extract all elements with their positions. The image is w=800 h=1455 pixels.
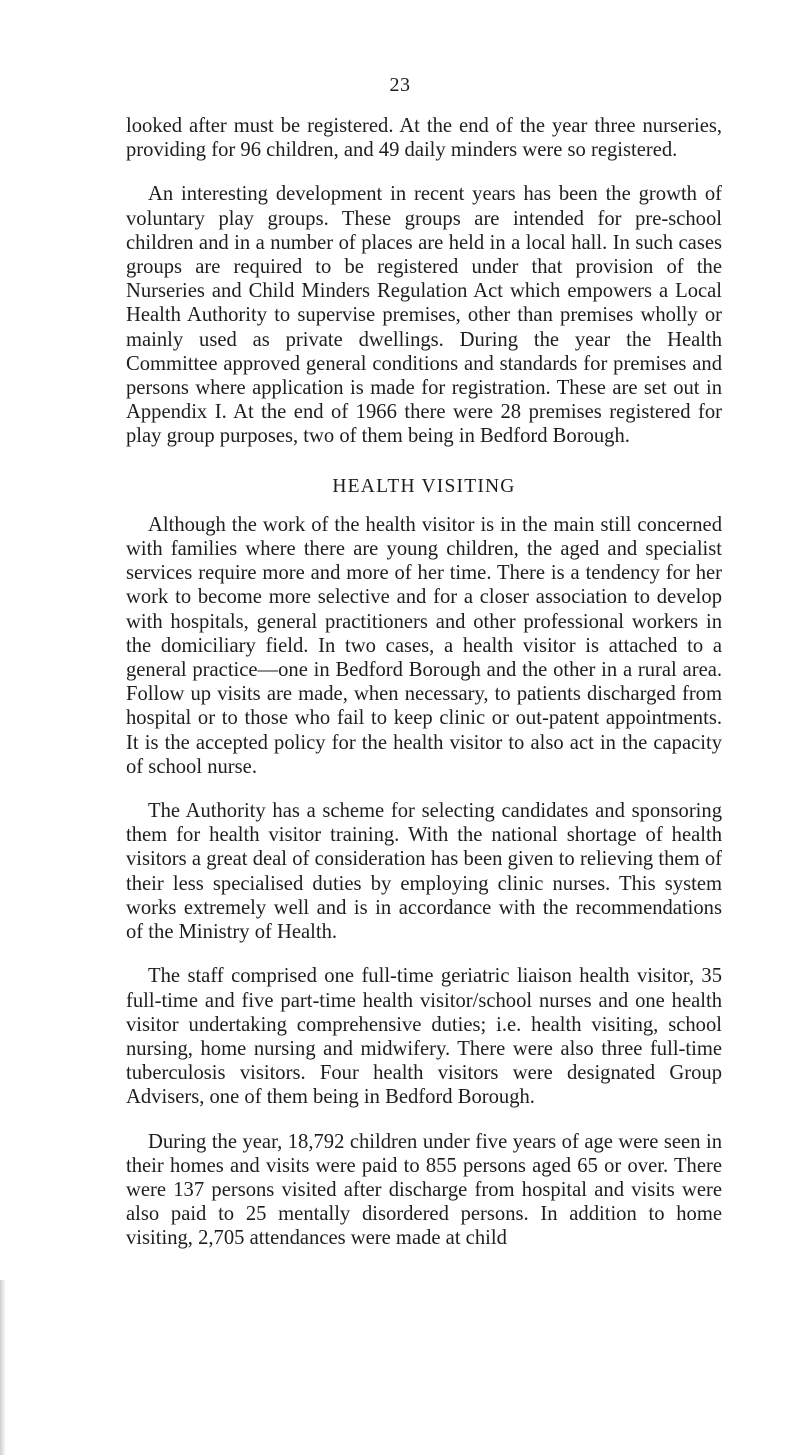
paragraph-continuation: looked after must be registered. At the end of the year three nurseries, providing for 96 children, and 49 daily minders were so registered. — [126, 115, 722, 162]
page-number: 23 — [389, 74, 411, 96]
paragraph-training-scheme: The Authority has a scheme for selecting candidates and sponsoring them for health visitor training. With the national shortage of health visitors a great deal of consideration has been given to relieving them of their less specialised duties by employing clinic nurses. This system works extremely well and is in accordance with the recommendations of the Ministry of Health. — [126, 800, 722, 944]
paragraph-health-visitor-work: Although the work of the health visitor is in the main still concerned with families where there are young children, the aged and specialist services require more and more of her time. There is a tendency for her work to become more selective and for a closer association to develop with hospitals, general practitioners and other professional workers in the domiciliary field. In two cases, a health visitor is attached to a general practice—one in Bedford Borough and the other in a rural area. Follow up visits are made, when necessary, to patients discharged from hospital or to those who fail to keep clinic or out-patent appointments. It is the accepted policy for the health visitor to also act in the capacity of school nurse. — [126, 513, 722, 778]
page-edge-shadow — [0, 1280, 6, 1455]
paragraph-visits-statistics: During the year, 18,792 children under five years of age were seen in their homes and visits were paid to 855 persons aged 65 or over. There were 137 persons visited after discharge from hospital and visits were also paid to 25 mentally disordered persons. In addition to home visiting, 2,705 attendances were made at child — [126, 1130, 722, 1250]
body-text — [126, 114, 722, 1271]
section-heading: HEALTH VISITING — [332, 475, 516, 497]
paragraph-play-groups: An interesting development in recent years has been the growth of voluntary play groups. These groups are intended for pre-school children and in a number of places are held in a local hall. In such cases groups are required to be registered under that provision of the Nurseries and Child Minders Regulation Act which empowers a Local Health Authority to supervise premises, other than premises wholly or mainly used as private dwellings. During the year the Health Committee approved general conditions and standards for premises and persons where application is made for registration. These are set out in Appendix I. At the end of 1966 there were 28 premises registered for play group purposes, two of them being in Bedford Borough. — [126, 183, 722, 448]
paragraph-staff: The staff comprised one full-time geriatric liaison health visitor, 35 full-time and five part-time health visitor/school nurses and one health visitor undertaking comprehensive duties; i.e. health visiting, school nursing, home nursing and midwifery. There were also three full-time tuberculosis visitors. Four health visitors were designated Group Advisers, one of them being in Bedford Borough. — [126, 965, 722, 1109]
